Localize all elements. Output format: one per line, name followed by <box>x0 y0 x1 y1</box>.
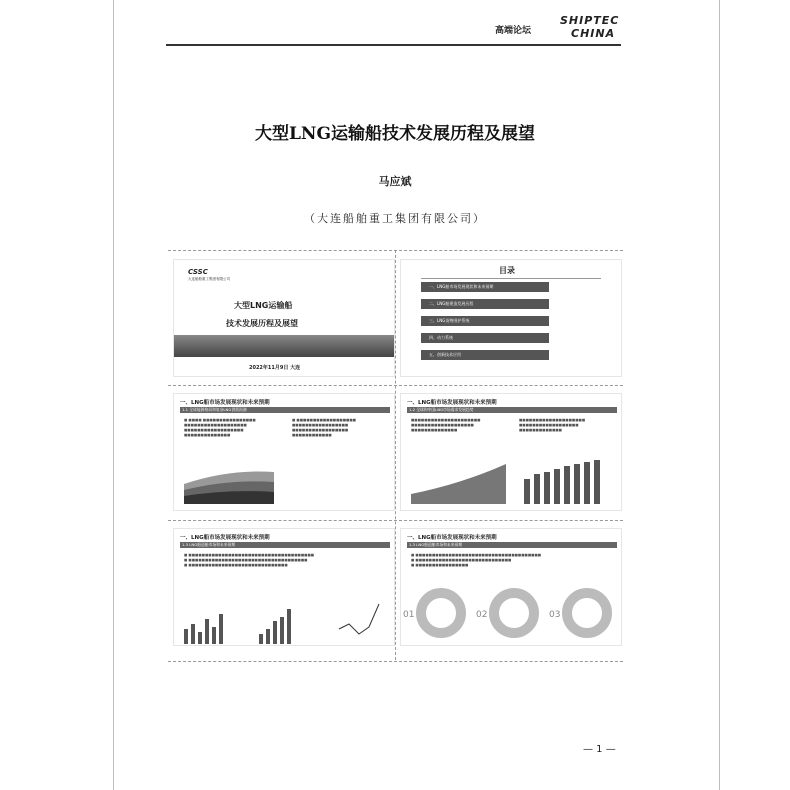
slide-heading: 一、LNG船市场发展现状和未来预期 <box>180 535 270 541</box>
slide-subheading: 1.1 全球能源格局和复杂LNG供需预测 <box>182 407 247 412</box>
contents-item-label: 一、LNG船市场发展现状和未来预期 <box>429 284 494 289</box>
contents-item <box>421 282 549 292</box>
slide-subheading: 1.3 LNG船造船市场和未来预期 <box>182 542 236 547</box>
contents-item-label: 三、LNG货物围护系统 <box>429 318 470 323</box>
slide-subheading-bar <box>180 542 390 548</box>
bullet-text: ■ ■■■■■■■■■■■■■■■■■■ ■■■■■■■■■■■■■■■■■ ■■■■■■■■■■■■■■■■■ ■■■■■■■■■■■■ <box>292 418 356 437</box>
contents-item-label: 四、动力系统 <box>429 335 453 340</box>
logo-line2: CHINA <box>571 27 616 40</box>
slide-subheading: 1.3 LNG船造船市场和未来预期 <box>409 542 463 547</box>
grid-divider <box>168 385 623 386</box>
header-rule <box>166 44 621 46</box>
grid-divider <box>168 520 623 521</box>
slide-market-share <box>400 528 622 646</box>
slide-subheading-bar <box>180 407 390 413</box>
contents-title: 目录 <box>499 266 515 275</box>
slide-contents <box>400 259 622 377</box>
donut-number: 03 <box>549 610 561 620</box>
cssc-logo: CSSC <box>188 268 208 276</box>
slide-heading: 一、LNG船市场发展现状和未来预期 <box>407 400 497 406</box>
slide-subheading: 1.2 全球和中国LNG市场需求发展趋势 <box>409 407 474 412</box>
bullet-text: ■ ■■■■■■■■■■■■■■■■■■■■■■■■■■■■■■■■■■■■■■ ■ ■■■■■■■■■■■■■■■■■■■■■■■■■■■■■ ■ ■■■■■■■■■■■■■■■■ <box>411 553 542 567</box>
line-chart <box>411 454 506 504</box>
cover-band <box>174 335 395 357</box>
slide-heading: 一、LNG船市场发展现状和未来预期 <box>407 535 497 541</box>
area-chart <box>184 454 274 504</box>
contents-item-label: 五、创新技术应用 <box>429 352 461 357</box>
bullet-text: ■ ■■■■ ■■■■■■■■■■■■■■■■ ■■■■■■■■■■■■■■■■■■■ ■■■■■■■■■■■■■■■■■■ ■■■■■■■■■■■■■■ <box>184 418 256 437</box>
donut-charts <box>401 579 622 646</box>
company-name: 大连船舶重工集团有限公司 <box>188 277 230 281</box>
slide-subheading-bar <box>407 542 617 548</box>
contents-item <box>421 316 549 326</box>
page-number: — 1 — <box>583 744 616 755</box>
author-affiliation: （大连船舶重工集团有限公司） <box>304 212 486 225</box>
stacked-bar-chart <box>519 454 614 504</box>
author-name: 马应斌 <box>378 175 412 188</box>
cover-date: 2022年11月9日 大连 <box>249 365 301 371</box>
contents-item <box>421 299 549 309</box>
contents-item <box>421 350 549 360</box>
contents-item-label: 二、LNG船建造发展历程 <box>429 301 474 306</box>
slide-shipbuilding-market <box>173 528 395 646</box>
bullet-text: ■ ■■■■■■■■■■■■■■■■■■■■■■■■■■■■■■■■■■■■■■ ■ ■■■■■■■■■■■■■■■■■■■■■■■■■■■■■■■■■■■■ ■ ■■■■■■■■■■■■■■■■■■■■■■■■■■■■■■ <box>184 553 315 567</box>
donut-number: 01 <box>403 610 415 620</box>
bullet-text: ■■■■■■■■■■■■■■■■■■■■■ ■■■■■■■■■■■■■■■■■■■ ■■■■■■■■■■■■■■ <box>411 418 481 432</box>
article-title: 大型LNG运输船技术发展历程及展望 <box>254 124 535 144</box>
bullet-text: ■■■■■■■■■■■■■■■■■■■■ ■■■■■■■■■■■■■■■■■■ ■■■■■■■■■■■■■ <box>519 418 586 432</box>
slide-subheading-bar <box>407 407 617 413</box>
bar-line-charts <box>179 599 391 644</box>
logo-line1: SHIPTEC <box>560 14 620 27</box>
contents-rule <box>421 278 601 279</box>
slide-cover <box>173 259 395 377</box>
slide-market-demand <box>400 393 622 511</box>
journal-logo <box>555 14 623 42</box>
grid-divider <box>395 250 396 660</box>
contents-item <box>421 333 549 343</box>
slide-energy-outlook <box>173 393 395 511</box>
slide-heading: 一、LNG船市场发展现状和未来预期 <box>180 400 270 406</box>
slide-title-line1: 大型LNG运输船 <box>234 301 293 310</box>
slide-title-line2: 技术发展历程及展望 <box>226 319 298 328</box>
column-label: 高端论坛 <box>495 26 532 36</box>
donut-number: 02 <box>476 610 488 620</box>
